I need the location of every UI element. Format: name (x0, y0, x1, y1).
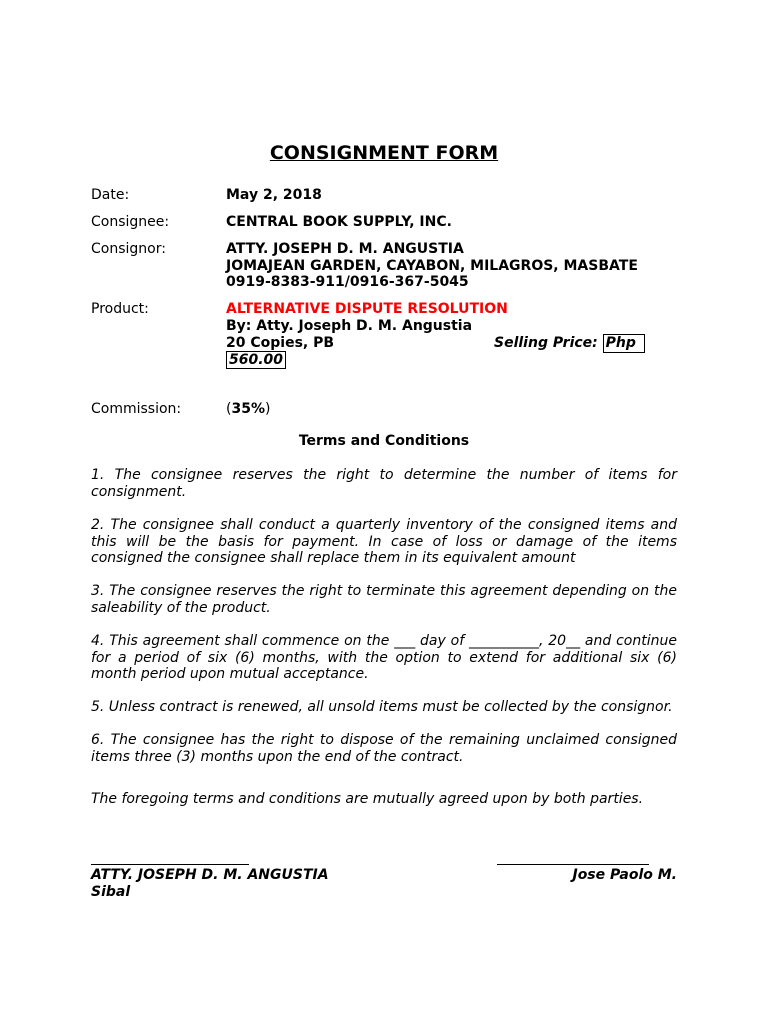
date-label: Date: (91, 187, 130, 203)
selling-price (494, 334, 645, 353)
term-item: 6. The consignee has the right to dispose of the remaining unclaimed consigned items three (3) months upon the end of the contract. (91, 732, 677, 765)
signature-right-name: Jose Paolo M. (572, 867, 677, 883)
product-author: By: Atty. Joseph D. M. Angustia (226, 318, 473, 334)
consignee-label: Consignee: (91, 214, 170, 230)
product-copies: 20 Copies, PB (226, 335, 335, 351)
term-item: 1. The consignee reserves the right to determine the number of items for consignment. (91, 467, 677, 500)
consignor-label: Consignor: (91, 241, 166, 257)
selling-price-currency: Php (603, 334, 645, 353)
signature-right-name-continued: Sibal (91, 884, 131, 900)
selling-price-amount-wrap (226, 352, 286, 369)
commission-value: 35% (231, 401, 265, 417)
consignor-name: ATTY. JOSEPH D. M. ANGUSTIA (226, 241, 464, 257)
signature-left-name: ATTY. JOSEPH D. M. ANGUSTIA (91, 867, 329, 883)
commission-value-wrap (226, 401, 270, 418)
commission-label: Commission: (91, 401, 182, 417)
terms-heading: Terms and Conditions (298, 433, 470, 449)
product-title: ALTERNATIVE DISPUTE RESOLUTION (226, 301, 508, 317)
term-item: 5. Unless contract is renewed, all unsold items must be collected by the consignor. (91, 699, 673, 715)
term-item: 2. The consignee shall conduct a quarterly inventory of the consigned items and this will be the basis for payment. In case of loss or damage of the items consigned the consignee shall replace them in its equivalent amount (91, 517, 677, 567)
product-label: Product: (91, 301, 149, 317)
consignee-value: CENTRAL BOOK SUPPLY, INC. (226, 214, 452, 230)
commission-close-paren: ) (264, 401, 271, 417)
commission-open-paren: ( (226, 401, 232, 417)
selling-price-label: Selling Price: (494, 335, 598, 351)
consignor-phone: 0919-8383-911/0916-367-5045 (226, 274, 469, 290)
closing-statement: The foregoing terms and conditions are mutually agreed upon by both parties. (91, 791, 644, 807)
signature-line-right (497, 864, 649, 865)
date-value: May 2, 2018 (226, 187, 322, 203)
page-title: CONSIGNMENT FORM (269, 142, 499, 164)
signature-names (91, 867, 677, 901)
selling-price-amount: 560.00 (226, 351, 286, 369)
signature-line-left (91, 864, 249, 865)
consignor-address: JOMAJEAN GARDEN, CAYABON, MILAGROS, MASBATE (226, 258, 638, 274)
term-item: 4. This agreement shall commence on the ___ day of __________, 20__ and continue for a period of six (6) months, with the option to extend for additional six (6) month period upon mutual acceptance. (91, 633, 677, 683)
term-item: 3. The consignee reserves the right to terminate this agreement depending on the saleability of the product. (91, 583, 677, 616)
